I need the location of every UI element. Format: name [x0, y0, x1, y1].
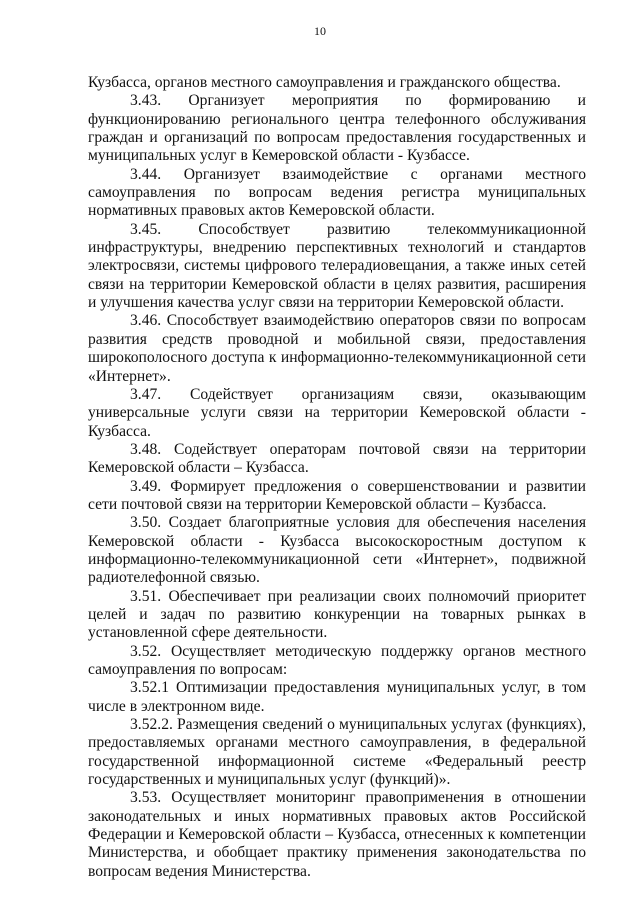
paragraph-3-46: 3.46. Способствует взаимодействию операторов связи по вопросам развития средств проводной и мобильной связи, предоставления широкополосного доступа к информационно-телекоммуникационной сети «Интернет». — [88, 312, 586, 385]
paragraph-3-52-2: 3.52.2. Размещения сведений о муниципальных услугах (функциях), предоставляемых органами местного самоуправления, в федеральной государственной информационной системе «Федеральный реестр государственных и муниципальных услуг (функций)». — [88, 716, 586, 789]
paragraph-3-43: 3.43. Организует мероприятия по формированию и функционированию регионального центра телефонного обслуживания граждан и организаций по вопросам предоставления государственных и муниципальных услуг в Кемеровской области - Кузбассе. — [88, 92, 586, 165]
paragraph-continuation: Кузбасса, органов местного самоуправления и гражданского общества. — [88, 74, 561, 91]
paragraph-3-50: 3.50. Создает благоприятные условия для обеспечения населения Кемеровской области - Кузбасса высокоскоростным доступом к информационно-телекоммуникационной сети «Интернет», подвижной радиотелефонной связью. — [88, 514, 586, 587]
paragraph-3-47: 3.47. Содействует организациям связи, оказывающим универсальные услуги связи на территории Кемеровской области - Кузбасса. — [88, 385, 586, 440]
paragraph-3-49: 3.49. Формирует предложения о совершенствовании и развитии сети почтовой связи на территории Кемеровской области – Кузбасса. — [88, 477, 586, 513]
paragraph-3-52-1: 3.52.1 Оптимизации предоставления муниципальных услуг, в том числе в электронном виде. — [88, 679, 586, 715]
paragraph-3-53: 3.53. Осуществляет мониторинг правоприменения в отношении законодательных и иных нормативных правовых актов Российской Федерации и Кемеровской области – Кузбасса, отнесенных к компетенции Министерства, и обобщает практику применения законодательства по вопросам ведения Министерства. — [88, 789, 586, 880]
document-body — [88, 74, 586, 881]
paragraph-3-48: 3.48. Содействует операторам почтовой связи на территории Кемеровской области – Кузбасса. — [88, 440, 586, 477]
paragraph-3-52: 3.52. Осуществляет методическую поддержку органов местного самоуправления по вопросам: — [88, 642, 586, 678]
paragraph-3-45: 3.45. Способствует развитию телекоммуникационной инфраструктуры, внедрению перспективных технологий и стандартов электросвязи, системы цифрового телерадиовещания, а также иных сетей связи на территории Кемеровской области в целях развития, расширения и улучшения качества услуг связи на территории Кемеровской области. — [88, 220, 586, 312]
paragraph-3-44: 3.44. Организует взаимодействие с органами местного самоуправления по вопросам ведения регистра муниципальных нормативных правовых актов Кемеровской области. — [88, 165, 586, 220]
paragraph-3-51: 3.51. Обеспечивает при реализации своих полномочий приоритет целей и задач по развитию конкуренции на товарных рынках в установленной сфере деятельности. — [88, 587, 586, 642]
page-number: 10 — [314, 24, 326, 38]
